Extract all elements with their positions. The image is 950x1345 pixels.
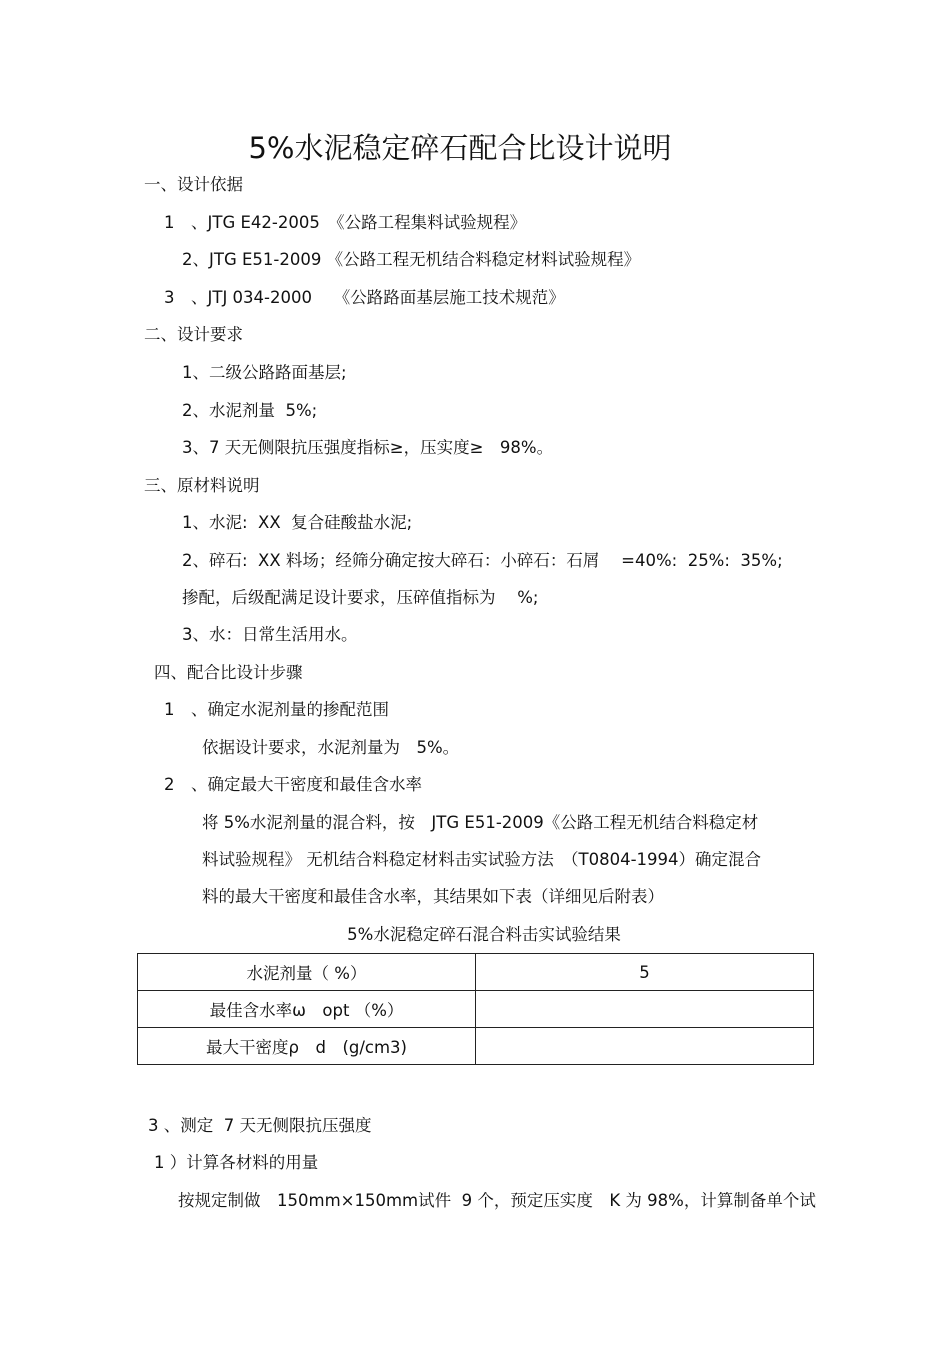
material-item: 1、水泥: XX 复合硅酸盐水泥; (182, 513, 413, 532)
step1-heading: 1 、确定水泥剂量的掺配范围 (164, 700, 389, 719)
section-requirements-heading: 二、设计要求 (144, 325, 243, 344)
table-cell-value: 5 (476, 954, 814, 991)
table-cell-label: 水泥剂量（ %） (138, 954, 476, 991)
step3-subheading: 1 ）计算各材料的用量 (154, 1153, 319, 1172)
basis-item: 3 、JTJ 034-2000 《公路路面基层施工技术规范》 (164, 288, 565, 307)
table-cell-value (476, 991, 814, 1028)
section-steps-heading: 四、配合比设计步骤 (154, 663, 303, 682)
step2-paragraph-line: 料试验规程》 无机结合料稳定材料击实试验方法 （T0804-1994）确定混合 (202, 850, 762, 869)
step2-paragraph-line: 料的最大干密度和最佳含水率，其结果如下表（详细见后附表） (202, 887, 664, 906)
step2-paragraph-line: 将 5%水泥剂量的混合料，按 JTG E51-2009《公路工程无机结合料稳定材 (202, 813, 759, 832)
table-row (138, 954, 814, 991)
table-cell-value (476, 1028, 814, 1065)
material-item-continuation: 掺配，后级配满足设计要求，压碎值指标为 %; (182, 588, 539, 607)
step2-heading: 2 、确定最大干密度和最佳含水率 (164, 775, 422, 794)
section-materials-heading: 三、原材料说明 (144, 476, 260, 495)
requirement-item: 2、水泥剂量 5%; (182, 401, 318, 420)
requirement-item: 1、二级公路路面基层; (182, 363, 347, 382)
step3-heading: 3 、测定 7 天无侧限抗压强度 (148, 1116, 372, 1135)
material-item: 2、碎石: XX 料场；经筛分确定按大碎石：小碎石：石屑 =40%: 25%: 35%; (182, 551, 783, 570)
document-title: 5%水泥稳定碎石配合比设计说明 (248, 131, 672, 165)
table-row (138, 991, 814, 1028)
step1-text: 依据设计要求，水泥剂量为 5%。 (202, 738, 460, 757)
section-basis-heading: 一、设计依据 (144, 175, 243, 194)
basis-item: 2、JTG E51-2009 《公路工程无机结合料稳定材料试验规程》 (182, 250, 641, 269)
step3-text: 按规定制做 150mm×150mm试件 9 个，预定压实度 K 为 98%，计算制备单个试 (178, 1191, 816, 1210)
table-caption: 5%水泥稳定碎石混合料击实试验结果 (347, 925, 621, 944)
basis-item: 1 、JTG E42-2005 《公路工程集料试验规程》 (164, 213, 527, 232)
table-row (138, 1028, 814, 1065)
requirement-item: 3、7 天无侧限抗压强度指标≥，压实度≥ 98%。 (182, 438, 554, 457)
compaction-results-table (137, 953, 814, 1065)
material-item: 3、水：日常生活用水。 (182, 625, 358, 644)
table-cell-label: 最佳含水率ω opt （%） (138, 991, 476, 1028)
table-cell-label: 最大干密度ρ d (g/cm3) (138, 1028, 476, 1065)
